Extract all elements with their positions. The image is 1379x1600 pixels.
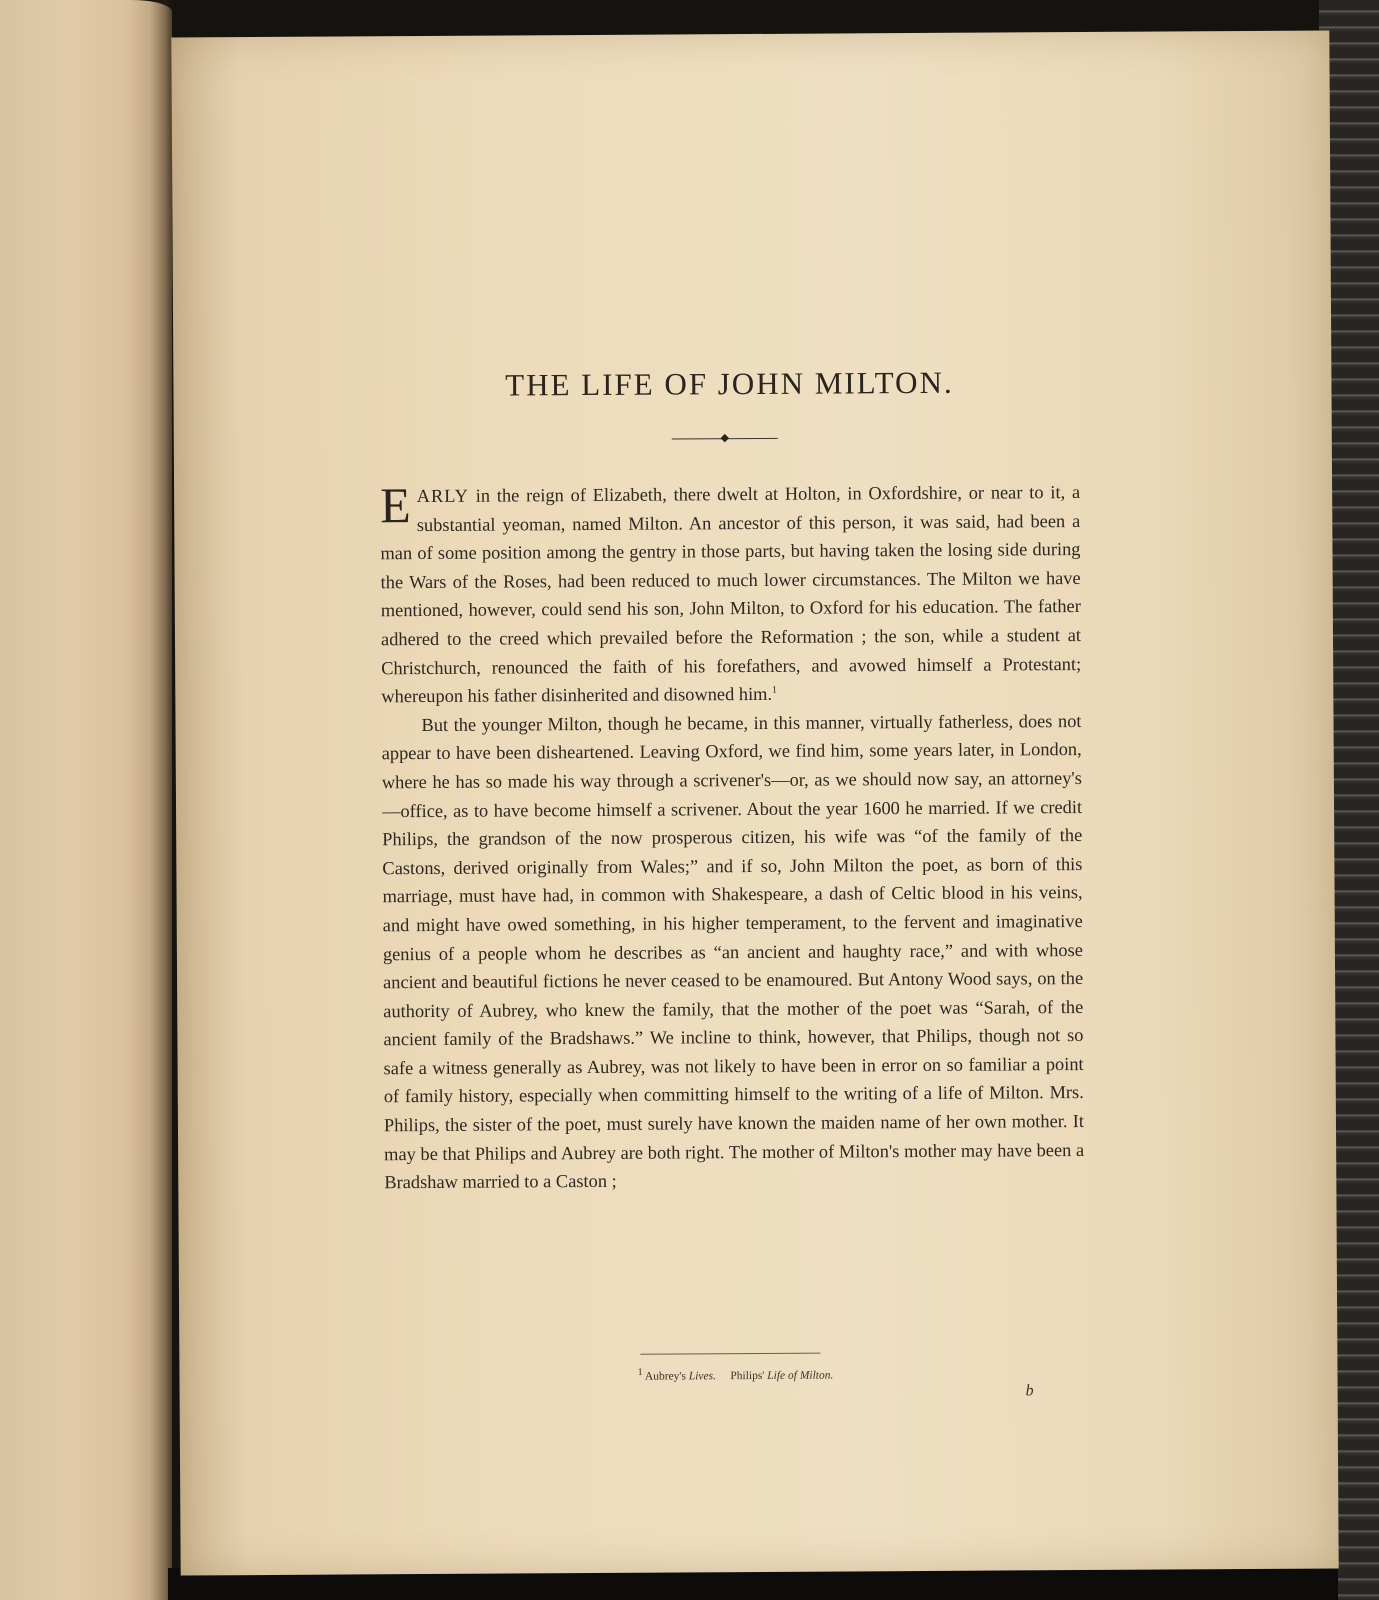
page-content [377, 32, 1085, 1400]
body-text [380, 478, 1084, 1197]
footnote-source-b-title: Life of Milton. [767, 1369, 834, 1382]
footnote-source-b: Philips' [730, 1369, 765, 1383]
footnote-reference: 1 [771, 684, 778, 696]
title-ornament-diamond-icon [721, 434, 729, 442]
paragraph-1 [380, 478, 1081, 711]
paragraph-1-text: in the reign of Elizabeth, there dwelt at Holton, in Oxfordshire, or near to it, a substantial yeoman, named Milton. An ancestor of this person, it was said, had been a man of some position among the gentry in those parts, but having taken the losing side during the Wars of the Roses, had been reduced to much lower circumstances. The Milton we have mentioned, however, could send his son, John Milton, to Oxford for his education. The father adhered to the creed which prevailed before the Reformation ; the son, while a student at Christchurch, renounced the faith of his forefathers, and avowed himself a Protestant; whereupon his father disinherited and disowned him. [380, 482, 1082, 707]
footnote [385, 1368, 1085, 1384]
footnote-source-a-title: Lives. [688, 1370, 716, 1383]
page-title: THE LIFE OF JOHN MILTON. [505, 364, 954, 403]
footnote-mark: 1 [637, 1366, 643, 1378]
signature-mark: b [1025, 1382, 1034, 1400]
footnote-source-a: Aubrey's [644, 1370, 686, 1383]
first-word-rest: ARLY [416, 485, 469, 507]
drop-cap: E [380, 477, 411, 534]
left-page [0, 0, 172, 1600]
book-page [171, 30, 1338, 1575]
footnote-rule [640, 1353, 820, 1355]
paragraph-2: But the younger Milton, though he became, in this manner, virtually fatherless, does not appear to have been disheartened. Leaving Oxford, we find him, some years later, in London, where he has so made his way through a scrivener's—or, as we should now say, an attorney's—office, as to have become himself a scrivener. About the year 1600 he married. If we credit Philips, the grandson of the now prosperous citizen, his wife was “of the family of the Castons, derived originally from Wales;” and if so, John Milton the poet, as born of this marriage, must have had, in common with Shakespeare, a dash of Celtic blood in his veins, and might have owed something, in his higher temperament, to the fervent and imaginative genius of a people whom he describes as “an ancient and haughty race,” and with whose ancient and beautiful fictions he never ceased to be enamoured. But Antony Wood says, on the authority of Aubrey, who knew the family, that the mother of the poet was “Sarah, of the ancient family of the Bradshaws.” We incline to think, however, that Philips, though not so safe a witness generally as Aubrey, was not likely to have been in error on so familiar a point of family history, especially when committing himself to the writing of a life of Milton. Mrs. Philips, the sister of the poet, must surely have known the maiden name of her own mother. It may be that Philips and Aubrey are both right. The mother of Milton's mother may have been a Bradshaw married to a Caston ; [381, 710, 1085, 1193]
